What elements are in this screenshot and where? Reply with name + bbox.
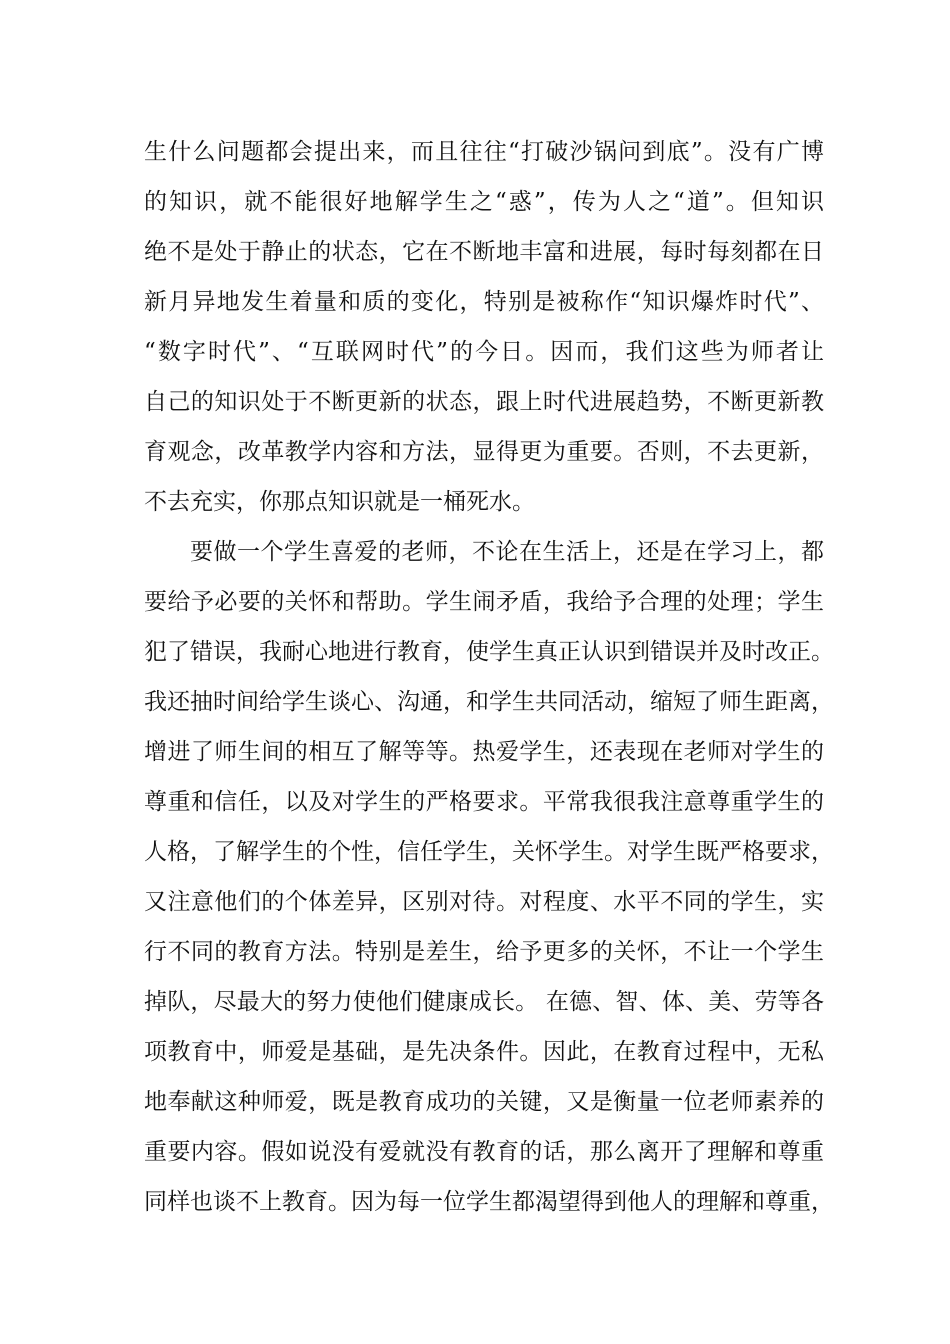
paragraph-line: 掉队，尽最大的努力使他们健康成长。 在德、智、体、美、劳等各: [144, 989, 824, 1015]
paragraph-line: 同样也谈不上教育。因为每一位学生都渴望得到他人的理解和尊重，: [144, 1189, 834, 1215]
paragraph-line: 我还抽时间给学生谈心、沟通，和学生共同活动，缩短了师生距离，: [144, 689, 834, 715]
paragraph-line: 新月异地发生着量和质的变化，特别是被称作“知识爆炸时代”、: [144, 289, 824, 315]
paragraph-line: 的知识，就不能很好地解学生之“惑”，传为人之“道”。但知识: [144, 189, 824, 215]
paragraph-line: 人格，了解学生的个性，信任学生，关怀学生。对学生既严格要求，: [144, 839, 834, 865]
paragraph-line: 尊重和信任，以及对学生的严格要求。平常我很我注意尊重学生的: [144, 789, 824, 815]
paragraph-line: 地奉献这种师爱，既是教育成功的关键，又是衡量一位老师素养的: [144, 1089, 824, 1115]
paragraph-line: 绝不是处于静止的状态，它在不断地丰富和进展，每时每刻都在日: [144, 239, 824, 265]
paragraph-line: 不去充实，你那点知识就是一桶死水。: [144, 489, 535, 515]
paragraph-line: 要给予必要的关怀和帮助。学生闹矛盾，我给予合理的处理；学生: [144, 589, 824, 615]
paragraph-line: 生什么问题都会提出来，而且往往“打破沙锅问到底”。没有广博: [144, 139, 824, 165]
paragraph-first-line: 要做一个学生喜爱的老师，不论在生活上，还是在学习上，都: [190, 539, 824, 565]
paragraph-line: “数字时代”、“互联网时代”的今日。因而，我们这些为师者让: [144, 339, 824, 365]
paragraph-line: 增进了师生间的相互了解等等。热爱学生，还表现在老师对学生的: [144, 739, 824, 765]
paragraph-line: 行不同的教育方法。特别是差生，给予更多的关怀，不让一个学生: [144, 939, 824, 965]
paragraph-line: 自己的知识处于不断更新的状态，跟上时代进展趋势，不断更新教: [144, 389, 824, 415]
paragraph-line: 又注意他们的个体差异，区别对待。对程度、水平不同的学生，实: [144, 889, 824, 915]
paragraph-line: 重要内容。假如说没有爱就没有教育的话，那么离开了理解和尊重: [144, 1139, 824, 1165]
paragraph-line: 项教育中，师爱是基础，是先决条件。因此，在教育过程中，无私: [144, 1039, 824, 1065]
paragraph-line: 犯了错误，我耐心地进行教育，使学生真正认识到错误并及时改正。: [144, 639, 834, 665]
paragraph-line: 育观念，改革教学内容和方法，显得更为重要。否则，不去更新，: [144, 439, 824, 465]
